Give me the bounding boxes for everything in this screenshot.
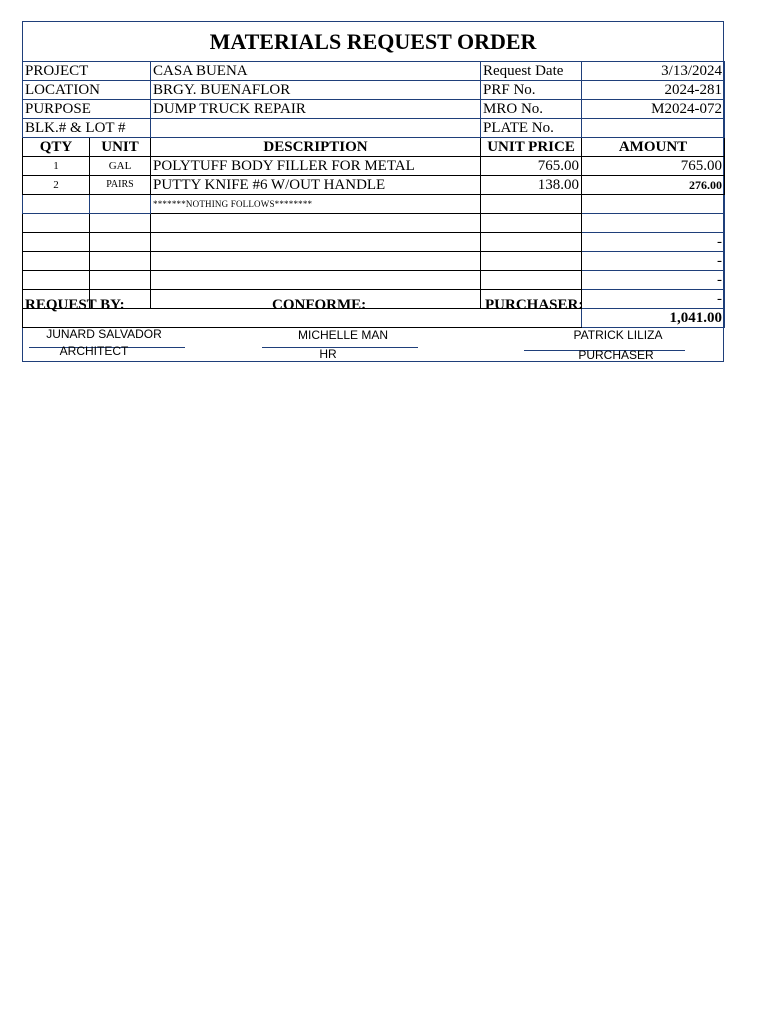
conforme-title: HR <box>319 347 337 361</box>
dash-placeholder: - <box>582 271 725 290</box>
nothing-follows-text: *******NOTHING FOLLOWS******** <box>151 195 481 214</box>
prf-value: 2024-281 <box>582 81 725 100</box>
item-qty: 2 <box>23 176 90 195</box>
request-by-name: JUNARD SALVADOR <box>46 327 162 341</box>
purpose-row <box>23 100 725 119</box>
dash-placeholder: - <box>582 233 725 252</box>
project-value: CASA BUENA <box>151 62 481 81</box>
plate-label: PLATE No. <box>481 119 582 138</box>
item-unit: GAL <box>90 157 151 176</box>
purchaser-title: PURCHASER <box>578 348 654 362</box>
amount-header: AMOUNT <box>582 138 725 157</box>
form-title: MATERIALS REQUEST ORDER <box>209 29 537 54</box>
table-row <box>23 176 725 195</box>
total-row <box>23 309 725 328</box>
plate-value <box>582 119 725 138</box>
request-by-label: REQUEST BY: <box>25 297 125 313</box>
purchaser-label: PURCHASER: <box>485 297 584 313</box>
blk-row <box>23 119 725 138</box>
dash-placeholder: - <box>582 290 725 309</box>
mro-value: M2024-072 <box>582 100 725 119</box>
purchaser-name: PATRICK LILIZA <box>573 328 663 342</box>
empty-row <box>23 290 725 309</box>
item-amount: 765.00 <box>582 157 725 176</box>
empty-row <box>23 271 725 290</box>
materials-request-form <box>22 21 724 362</box>
qty-header: QTY <box>23 138 90 157</box>
item-qty: 1 <box>23 157 90 176</box>
location-label: LOCATION <box>23 81 151 100</box>
purpose-value: DUMP TRUCK REPAIR <box>151 100 481 119</box>
table-row <box>23 157 725 176</box>
blk-value <box>151 119 481 138</box>
project-label: PROJECT <box>23 62 151 81</box>
unit-price-header: UNIT PRICE <box>481 138 582 157</box>
conforme-name: MICHELLE MAN <box>297 328 389 342</box>
item-unit-price: 765.00 <box>481 157 582 176</box>
nothing-follows-row <box>23 195 725 214</box>
prf-label: PRF No. <box>481 81 582 100</box>
column-header-row <box>23 138 725 157</box>
blk-label: BLK.# & LOT # <box>23 119 151 138</box>
item-unit: PAIRS <box>90 176 151 195</box>
empty-row <box>23 214 725 233</box>
conforme-label: CONFORME: <box>272 297 367 313</box>
purpose-label: PURPOSE <box>23 100 151 119</box>
item-description: POLYTUFF BODY FILLER FOR METAL <box>151 157 481 176</box>
empty-row <box>23 233 725 252</box>
request-by-title: ARCHITECT <box>59 344 129 358</box>
item-description: PUTTY KNIFE #6 W/OUT HANDLE <box>151 176 481 195</box>
total-amount: 1,041.00 <box>582 309 725 328</box>
request-date-label: Request Date <box>481 62 582 81</box>
request-date-value: 3/13/2024 <box>582 62 725 81</box>
project-row <box>23 62 725 81</box>
location-value: BRGY. BUENAFLOR <box>151 81 481 100</box>
description-header: DESCRIPTION <box>151 138 481 157</box>
request-table <box>22 61 725 328</box>
unit-header: UNIT <box>90 138 151 157</box>
empty-row <box>23 252 725 271</box>
item-amount: 276.00 <box>582 176 725 195</box>
location-row <box>23 81 725 100</box>
dash-placeholder: - <box>582 252 725 271</box>
item-unit-price: 138.00 <box>481 176 582 195</box>
mro-label: MRO No. <box>481 100 582 119</box>
